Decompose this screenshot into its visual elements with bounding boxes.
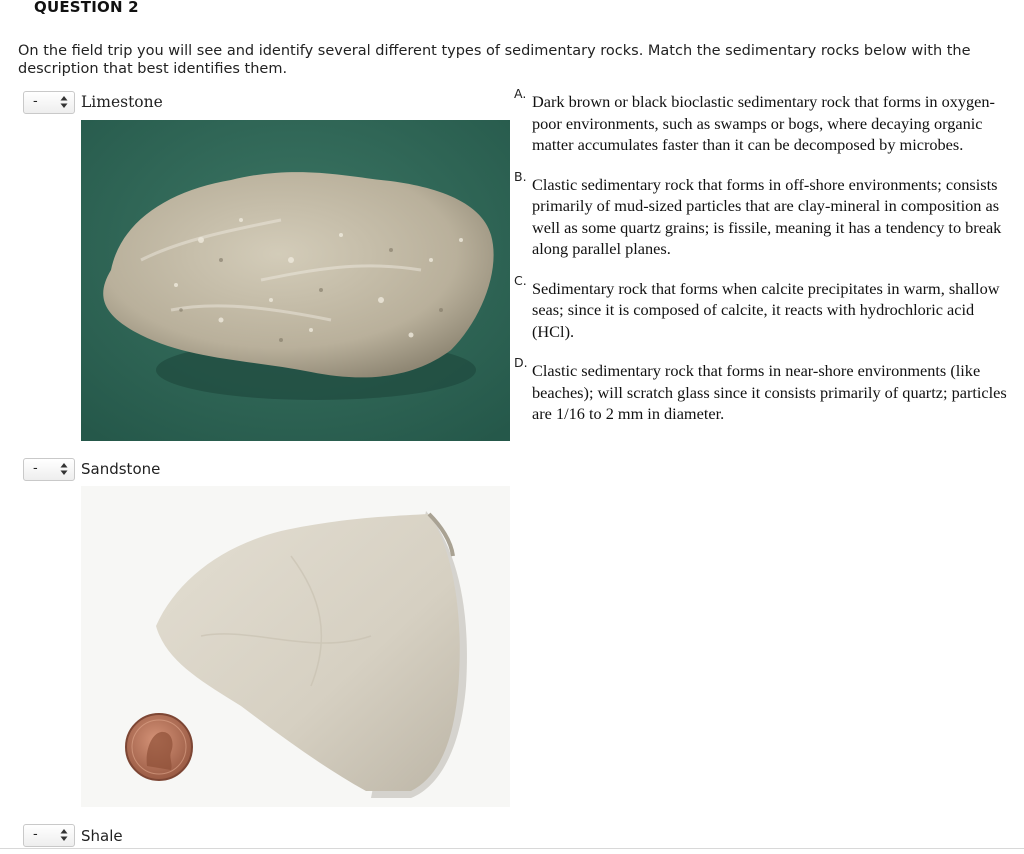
select-value: - [33, 827, 38, 842]
limestone-rock-photo [81, 120, 510, 441]
select-arrows-icon [60, 95, 68, 109]
answer-text: Clastic sedimentary rock that forms in off-shore environments; consists primarily of mud-sized particles that are clay-mineral in composition as well as some quartz grains; is fissile, meaning it has a tendency to break along parallel planes. [532, 174, 1002, 258]
sandstone-rock-photo [81, 486, 510, 807]
match-select-limestone[interactable] [23, 91, 75, 114]
select-value: - [33, 461, 38, 476]
question-title: QUESTION 2 [34, 0, 139, 16]
answer-a [514, 88, 1014, 156]
question-prompt: On the field trip you will see and identify several different types of sedimentary rocks. Match the sedimentary rocks below with the description that best identifies them. [18, 43, 971, 77]
answer-text: Dark brown or black bioclastic sedimentary rock that forms in oxygen-poor environments, such as swamps or bogs, where decaying organic matter accumulates faster than it can be decomposed by microbes. [532, 92, 995, 154]
answer-text: Clastic sedimentary rock that forms in near-shore environments (like beaches); will scratch glass since it consists primarily of quartz; particles are 1/16 to 2 mm in diameter. [532, 361, 1007, 423]
answer-text: Sedimentary rock that forms when calcite precipitates in warm, shallow seas; since it is composed of calcite, it reacts with hydrochloric acid (HCl). [532, 278, 1000, 341]
answer-letter: A. [514, 86, 527, 101]
answer-letter: B. [514, 168, 527, 184]
select-arrows-icon [60, 828, 68, 842]
item-label-sandstone: Sandstone [81, 460, 161, 478]
select-arrows-icon [60, 462, 68, 476]
answer-d [514, 357, 1014, 425]
answer-c [514, 272, 1014, 343]
item-label-shale: Shale [81, 827, 123, 845]
answer-choices [514, 88, 1014, 440]
answer-letter: D. [514, 355, 528, 370]
bottom-divider [0, 848, 1024, 849]
match-select-shale[interactable] [23, 824, 75, 847]
answer-letter: C. [514, 272, 527, 288]
answer-b [514, 168, 1014, 260]
select-value: - [33, 94, 38, 109]
item-label-limestone: Limestone [81, 93, 163, 111]
match-select-sandstone[interactable] [23, 458, 75, 481]
